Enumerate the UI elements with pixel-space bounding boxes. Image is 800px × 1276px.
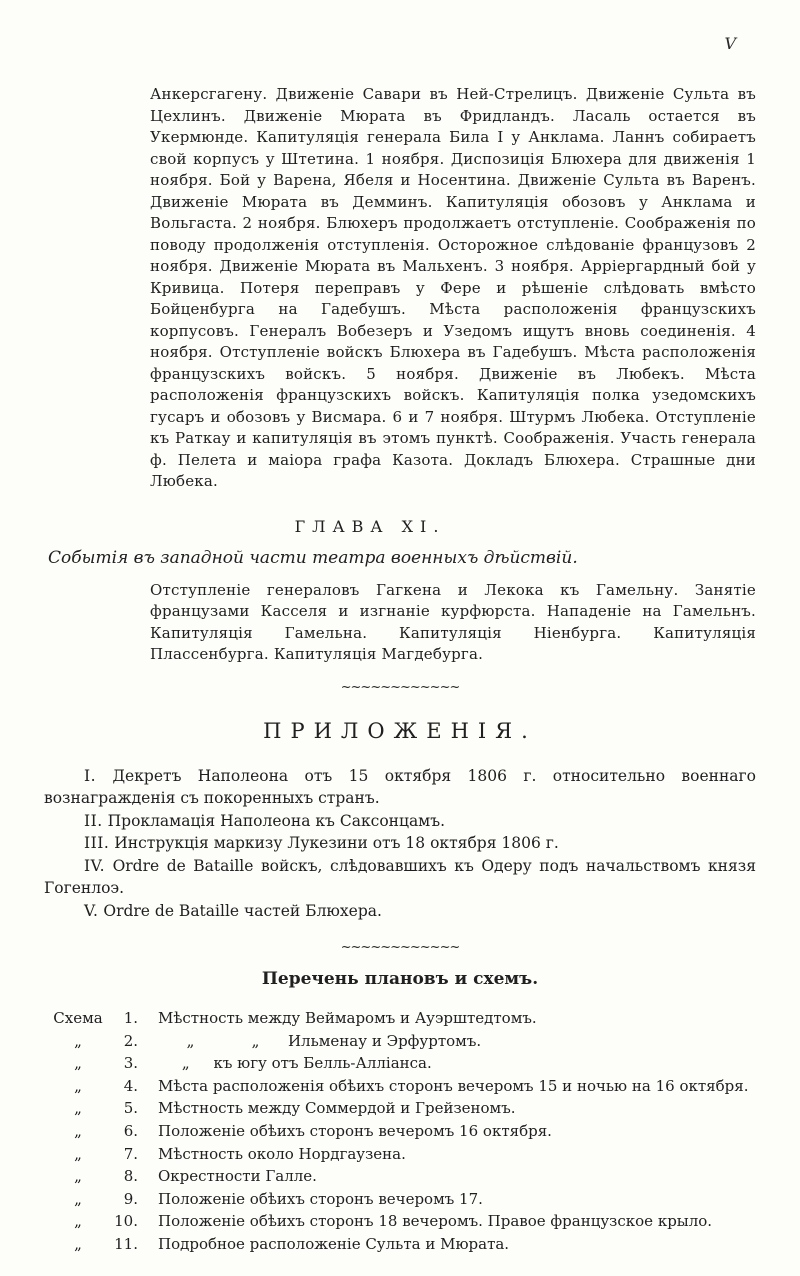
appendix-item (44, 855, 756, 900)
plan-text: Мѣста расположенія обѣихъ сторонъ вечеромъ 15 и ночью на 16 октября. (158, 1076, 749, 1095)
appendix-number: IV. (84, 856, 106, 875)
appendix-number: I. (84, 766, 97, 785)
appendices-heading: ПРИЛОЖЕНІЯ. (263, 718, 537, 743)
chapter-subtitle: Событія въ западной части театра военныхъ дѣйствій. (48, 547, 578, 568)
plan-label: „ (74, 1144, 82, 1163)
plan-label: „ (74, 1234, 82, 1253)
plan-label: „ (74, 1121, 82, 1140)
plan-text: Окрестности Галле. (158, 1167, 317, 1186)
plan-label: „ (74, 1212, 82, 1231)
plan-label: „ (74, 1076, 82, 1095)
plan-text: „ „ Ильменау и Эрфуртомъ. (158, 1031, 482, 1050)
plan-number: 1. (123, 1009, 138, 1027)
plan-number: 3. (123, 1054, 138, 1073)
plan-row (52, 1120, 760, 1143)
plan-row (52, 1097, 760, 1120)
appendix-number: III. (84, 834, 110, 852)
plan-text: Мѣстность между Соммердой и Грейзеномъ. (158, 1099, 516, 1118)
appendix-item (44, 832, 756, 855)
page-number: V (724, 34, 736, 53)
appendix-text: Ordre de Bataille войскъ, слѣдовавшихъ къ Одеру подъ начальствомъ князя Гогенлоэ. (44, 856, 756, 897)
plan-row (52, 1233, 760, 1256)
plan-text: Мѣстность между Веймаромъ и Ауэрштедтомъ. (158, 1009, 537, 1027)
squiggle-divider: ~~~~~~~~~~~~ (340, 940, 460, 955)
plan-number: 2. (123, 1031, 138, 1050)
plan-label: „ (74, 1099, 82, 1118)
plan-row (52, 1210, 760, 1233)
plan-row (52, 1188, 760, 1211)
plan-text: Положеніе обѣихъ сторонъ вечеромъ 17. (158, 1189, 483, 1208)
plan-row (52, 1007, 760, 1030)
plan-row (52, 1075, 760, 1098)
plan-label: „ (74, 1054, 82, 1073)
chapter-xi-summary: Отступленіе генераловъ Гагкена и Лекока къ Гамельну. Занятіе французами Касселя и изгнаніе курфюрста. Нападеніе на Гамельнъ. Капитуляція Гамельна. Капитуляція Ніенбурга. Капитуляція Плассенбурга. Капитуляція Магдебурга. (150, 580, 756, 663)
appendix-text: Прокламація Наполеона къ Саксонцамъ. (107, 811, 446, 830)
appendix-text: Ordre de Bataille частей Блюхера. (103, 901, 382, 920)
appendix-number: II. (84, 811, 103, 830)
chapter-x-summary: Анкерсгагену. Движеніе Савари въ Ней-Стрелицъ. Движеніе Сульта въ Цехлинъ. Движеніе Мюрата въ Фридландъ. Ласаль остается въ Укермюнде. Капитуляція генерала Била I у Анклама. Ланнъ собираетъ свой корпусъ у Штетина. 1 ноября. Диспозиція Блюхера для движенія 1 ноября. Бой у Варена, Ябеля и Носентина. Движеніе Сульта въ Варенъ. Движеніе Мюрата въ Демминъ. Капитуляція обозовъ у Анклама и Вольгаста. 2 ноября. Блюхеръ продолжаетъ отступленіе. Соображенія по поводу продолженія отступленія. Осторожное слѣдованіе французовъ 2 ноября. Движеніе Мюрата въ Мальхенъ. 3 ноября. Арріергардный бой у Кривица. Потеря переправъ у Фере и рѣшеніе слѣдовать вмѣсто Бойценбурга на Гадебушъ. Мѣста расположенія французскихъ корпусовъ. Генералъ Вобезеръ и Узедомъ ищутъ вновь соединенія. 4 ноября. Отступленіе войскъ Блюхера въ Гадебушъ. Мѣста расположенія французскихъ войскъ. 5 ноября. Движеніе въ Любекъ. Мѣста расположенія французскихъ войскъ. Капитуляція полка узедомскихъ гусаръ и обозовъ у Висмара. 6 и 7 ноября. Штурмъ Любека. Отступленіе къ Раткау и капитуляція въ этомъ пунктѣ. Соображенія. Участь генерала ф. Пелета и маіора графа Казота. Докладъ Блюхера. Страшные дни Любека. (150, 85, 756, 490)
plan-row (52, 1143, 760, 1166)
plan-text: Положеніе обѣихъ сторонъ вечеромъ 16 октября. (158, 1121, 552, 1140)
plan-row (52, 1052, 760, 1075)
plan-number: 11. (114, 1234, 138, 1253)
plan-number: 10. (114, 1212, 138, 1231)
appendix-list (44, 765, 756, 923)
plan-number: 7. (123, 1144, 138, 1163)
plan-number: 5. (123, 1099, 138, 1118)
squiggle-divider: ~~~~~~~~~~~~ (340, 679, 460, 695)
plan-label: „ (74, 1167, 82, 1186)
plan-number: 4. (123, 1076, 138, 1095)
plan-label: Схема (53, 1009, 103, 1027)
plan-number: 9. (123, 1189, 138, 1208)
plan-text: Положеніе обѣихъ сторонъ 18 вечеромъ. Правое французское крыло. (158, 1212, 713, 1231)
plans-heading: Перечень плановъ и схемъ. (261, 969, 539, 989)
plan-text: Мѣстность около Нордгаузена. (158, 1144, 406, 1163)
chapter-heading: ГЛАВА XI. (294, 516, 446, 536)
plan-text: Подробное расположеніе Сульта и Мюрата. (158, 1234, 510, 1253)
appendix-number: V. (84, 901, 99, 920)
appendix-item (44, 765, 756, 810)
appendix-item (44, 900, 756, 923)
appendix-text: Декретъ Наполеона отъ 15 октября 1806 г. относительно военнаго вознагражденія съ покоренныхъ странъ. (44, 766, 756, 807)
plan-number: 8. (123, 1167, 138, 1186)
plan-label: „ (74, 1189, 82, 1208)
plan-text: „ къ югу отъ Белль-Алліанса. (158, 1054, 432, 1073)
appendix-text: Инструкція маркизу Лукезини отъ 18 октября 1806 г. (114, 834, 559, 852)
plan-number: 6. (123, 1121, 138, 1140)
plan-label: „ (74, 1031, 82, 1050)
plan-row (52, 1030, 760, 1053)
appendix-item (44, 810, 756, 833)
plans-list (52, 1007, 760, 1256)
plan-row (52, 1165, 760, 1188)
